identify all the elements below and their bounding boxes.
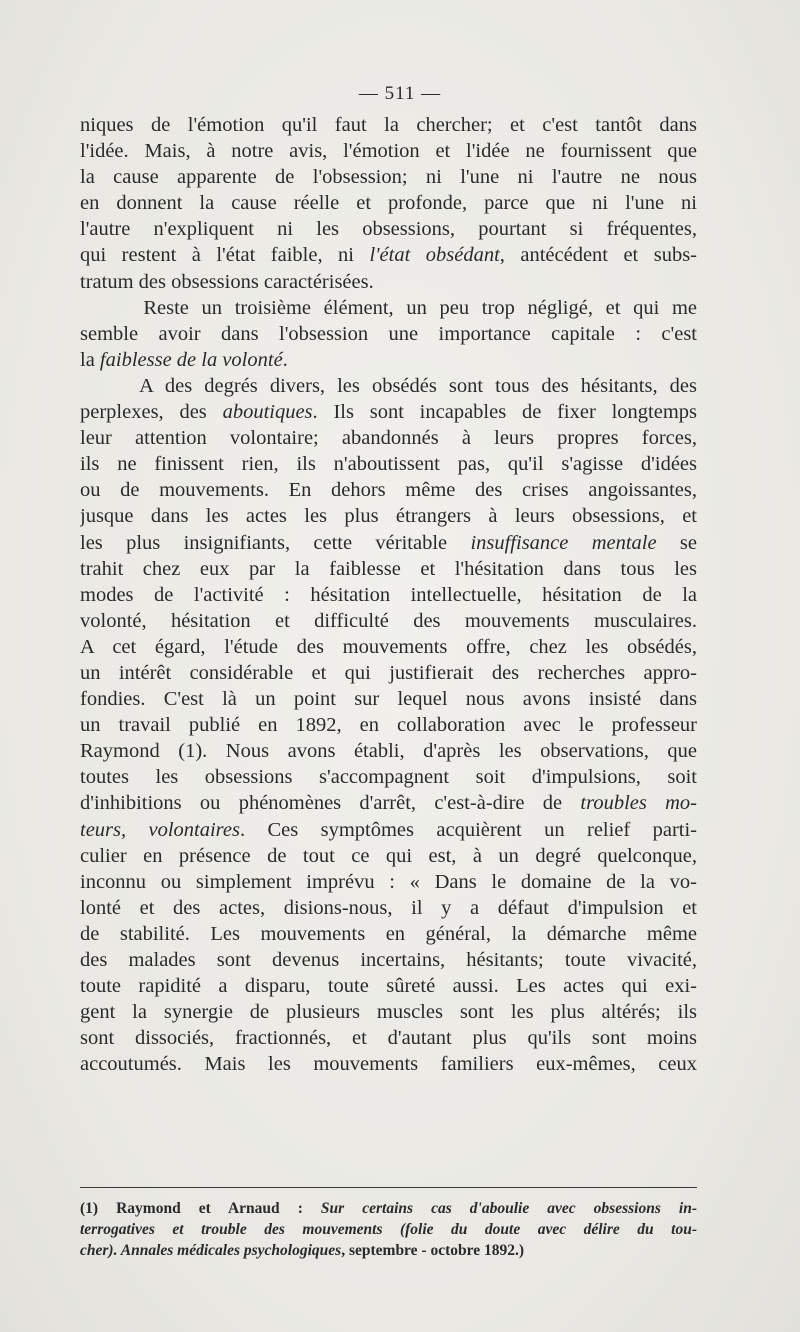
- body-text: semble avoir dans l'obsession une importance capitale : c'est: [80, 322, 697, 345]
- body-text: Raymond (1). Nous avons établi, d'après les observations, que: [80, 740, 697, 763]
- body-text: l'idée. Mais, à notre avis, l'émotion et l'idée ne fournissent que: [80, 140, 697, 163]
- body-text: trahit chez eux par la faiblesse et l'hésitation dans tous les: [80, 557, 697, 580]
- body-text: Reste un troisième élément, un peu trop négligé, et qui me: [80, 296, 697, 319]
- body-line: [80, 582, 697, 608]
- body-line: [80, 738, 697, 764]
- body-text: jusque dans les actes les plus étrangers à leurs obsessions, et: [80, 505, 697, 528]
- body-line: [80, 242, 697, 268]
- body-text: l'autre n'expliquent ni les obsessions, pourtant si fréquentes,: [80, 218, 697, 241]
- body-line: [80, 556, 697, 582]
- body-text: A des degrés divers, les obsédés sont tous des hésitants, des: [80, 374, 697, 397]
- body-line: [80, 712, 697, 738]
- body-text: qui restent à l'état faible, ni: [80, 244, 370, 267]
- body-line: [80, 1025, 697, 1051]
- body-text: d'inhibitions ou phénomènes d'arrêt, c'est-à-dire de: [80, 792, 581, 815]
- body-line: [80, 973, 697, 999]
- body-text: gent la synergie de plusieurs muscles sont les plus altérés; ils: [80, 1001, 697, 1024]
- body-line: [80, 843, 697, 869]
- body-italic: aboutiques: [222, 401, 313, 424]
- body-paragraphs: [80, 112, 697, 1077]
- footnote-italic: Sur certains cas d'aboulie avec obsessions in-: [320, 1200, 697, 1217]
- body-line: [80, 764, 697, 790]
- body-text: toutes les obsessions s'accompagnent soit d'impulsions, soit: [80, 766, 697, 789]
- body-text: volonté, hésitation et difficulté des mouvements musculaires.: [80, 609, 697, 632]
- body-line: [80, 373, 697, 399]
- body-text: lonté et des actes, disions-nous, il y a défaut d'impulsion et: [80, 896, 697, 919]
- body-italic: faiblesse de la volonté: [99, 348, 283, 371]
- body-line: [80, 686, 697, 712]
- body-italic: troubles mo-: [580, 792, 697, 815]
- body-text: ou de mouvements. En dehors même des crises angoissantes,: [80, 479, 697, 502]
- body-text: ils ne finissent rien, ils n'aboutissent pas, qu'il s'agisse d'idées: [80, 453, 697, 476]
- footnote: [80, 1198, 697, 1261]
- body-line: [80, 112, 697, 138]
- body-line: [80, 608, 697, 634]
- body-text: culier en présence de tout ce qui est, à un degré quelconque,: [80, 844, 697, 867]
- footnote-line: [80, 1198, 697, 1219]
- body-text: un intérêt considérable et qui justifierait des recherches appro-: [80, 661, 697, 684]
- body-line: [80, 790, 697, 816]
- body-text: inconnu ou simplement imprévu : « Dans le domaine de la vo-: [80, 870, 697, 893]
- body-text: tratum des obsessions caractérisées.: [80, 270, 374, 293]
- body-line: [80, 321, 697, 347]
- body-line: [80, 347, 697, 373]
- footnote-rule: [80, 1187, 697, 1188]
- body-italic: teurs, volontaires: [80, 818, 240, 841]
- body-line: [80, 503, 697, 529]
- body-text: toute rapidité a disparu, toute sûreté aussi. Les actes qui exi-: [80, 975, 697, 998]
- body-text: de stabilité. Les mouvements en général, la démarche même: [80, 922, 697, 945]
- body-line: [80, 660, 697, 686]
- body-text: un travail publié en 1892, en collaboration avec le professeur: [80, 714, 697, 737]
- body-line: [80, 190, 697, 216]
- footnote-text: , septembre - octobre 1892.): [341, 1242, 525, 1259]
- body-line: [80, 999, 697, 1025]
- body-italic: l'état obsédant: [369, 244, 500, 267]
- body-text: . Ils sont incapables de fixer longtemps: [312, 401, 697, 424]
- body-text: sont dissociés, fractionnés, et d'autant plus qu'ils sont moins: [80, 1027, 697, 1050]
- body-line: [80, 138, 697, 164]
- footnote-line: [80, 1240, 697, 1261]
- body-text: des malades sont devenus incertains, hésitants; toute vivacité,: [80, 949, 697, 971]
- body-line: [80, 477, 697, 503]
- body-line: [80, 634, 697, 660]
- body-line: [80, 295, 697, 321]
- body-text: modes de l'activité : hésitation intellectuelle, hésitation de la: [80, 583, 697, 606]
- body-line: [80, 451, 697, 477]
- body-text: se: [656, 531, 697, 554]
- body-text: la: [80, 348, 100, 371]
- body-text: perplexes, des: [80, 401, 223, 424]
- body-text: fondies. C'est là un point sur lequel nous avons insisté dans: [80, 688, 697, 711]
- body-text: les plus insignifiants, cette véritable: [80, 531, 471, 554]
- body-text: A cet égard, l'étude des mouvements offre, chez les obsédés,: [80, 635, 697, 658]
- footnote-text: (1) Raymond et Arnaud :: [80, 1200, 321, 1217]
- footnote-line: [80, 1219, 697, 1240]
- body-line: [80, 947, 697, 973]
- body-line: [80, 269, 697, 295]
- body-text: accoutumés. Mais les mouvements familiers eux-mêmes, ceux: [80, 1053, 697, 1076]
- body-text: .: [282, 348, 288, 371]
- body-line: [80, 164, 697, 190]
- body-line: [80, 425, 697, 451]
- body-line: [80, 921, 697, 947]
- body-text: niques de l'émotion qu'il faut la chercher; et c'est tantôt dans: [80, 114, 697, 136]
- body-line: [80, 869, 697, 895]
- body-text: la cause apparente de l'obsession; ni l'une ni l'autre ne nous: [80, 166, 697, 189]
- body-line: [80, 895, 697, 921]
- body-line: [80, 399, 697, 425]
- body-text: leur attention volontaire; abandonnés à leurs propres forces,: [80, 427, 697, 450]
- body-italic: insuffisance mentale: [470, 531, 657, 554]
- body-line: [80, 1051, 697, 1077]
- body-text: en donnent la cause réelle et profonde, parce que ni l'une ni: [80, 192, 697, 215]
- footnote-italic: cher). Annales médicales psychologiques: [80, 1242, 342, 1259]
- footnote-italic: terrogatives et trouble des mouvements (folie du doute avec délire du tou-: [80, 1221, 697, 1238]
- body-line: [80, 817, 697, 843]
- body-line: [80, 216, 697, 242]
- body-text: , antécédent et subs-: [499, 244, 697, 267]
- page-number: — 511 —: [358, 83, 442, 104]
- body-line: [80, 530, 697, 556]
- body-text: . Ces symptômes acquièrent un relief parti-: [239, 818, 697, 841]
